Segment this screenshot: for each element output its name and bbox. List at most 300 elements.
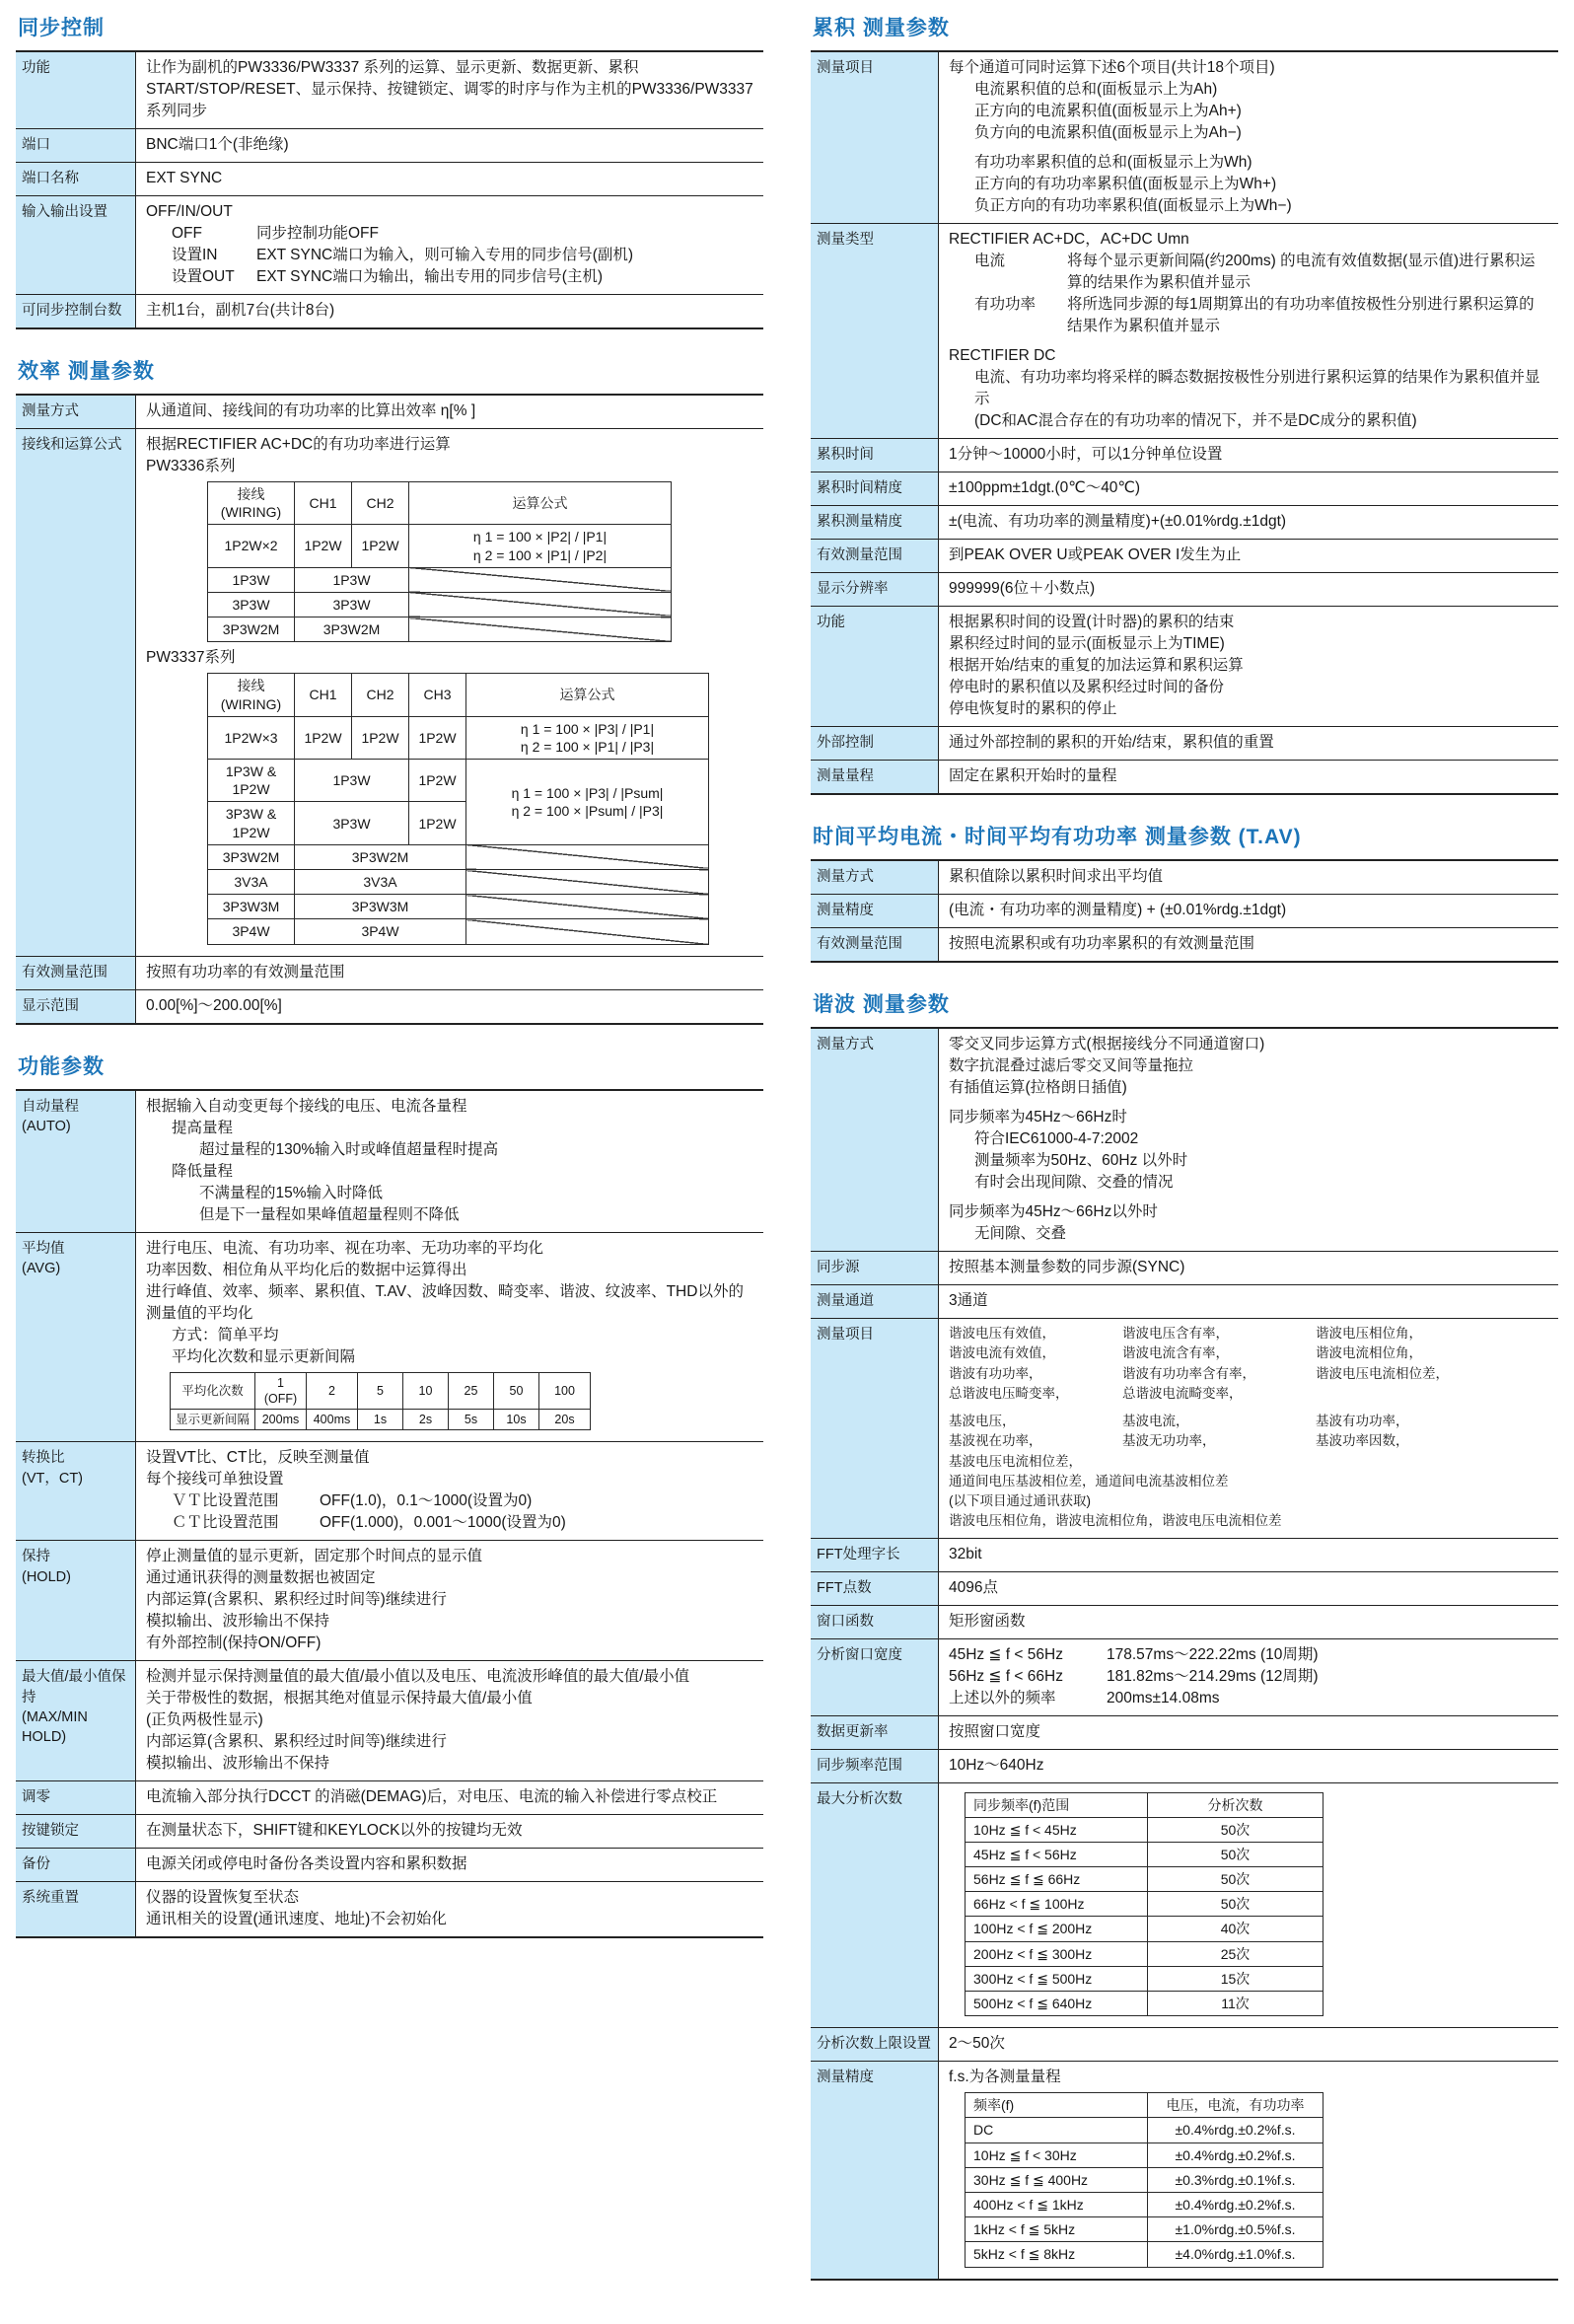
diagonal-strike-cell: [466, 844, 709, 869]
nested-table: [965, 2092, 1324, 2267]
row-value: [136, 52, 763, 128]
text-line: 仪器的设置恢复至状态: [146, 1889, 300, 1907]
table-cell-line: 1P2W×2: [224, 538, 278, 554]
text-line: 降低量程: [172, 1162, 234, 1180]
table-cell-line: 1P3W: [332, 571, 371, 588]
text-line: 模拟输出、波形输出不保持: [146, 1755, 330, 1773]
table-cell-line: 1P2W: [418, 772, 457, 789]
row-label: [811, 540, 939, 572]
nested-table-cell: [352, 482, 409, 525]
item-text: 谐波电压有效值，: [949, 1326, 1055, 1341]
desc-text: 将所选同步源的每1周期算出的有功功率值按极性分别进行累积运算的结果作为累积值并显示: [1067, 296, 1535, 334]
row-label-text: 测量量程: [817, 768, 874, 784]
row-value: [939, 895, 1558, 927]
term-text: OFF: [172, 225, 202, 242]
table-cell-line: 1P2W: [361, 538, 399, 554]
item-text: 基波有功功率，: [1316, 1414, 1409, 1428]
row-label-text: 备份: [22, 1856, 50, 1873]
spec-row: [16, 1781, 763, 1815]
table-cell-line: η 2 = 100 × |P1| / |P2|: [472, 546, 608, 563]
row-label-text: 转换比: [22, 1450, 65, 1467]
spec-section: [811, 988, 1558, 2281]
spec-row: [16, 295, 763, 327]
item-text: 谐波电流有效值，: [949, 1345, 1055, 1361]
table-cell-line: 5kHz < f ≦ 8kHz: [973, 2246, 1076, 2263]
diagonal-strike-cell: [466, 895, 709, 919]
diagonal-strike-cell: [409, 617, 672, 642]
spec-table: [811, 1027, 1558, 2281]
table-cell-line: 400ms: [313, 1413, 351, 1427]
nested-table-row: [208, 895, 709, 919]
nested-table-cell: [1148, 1842, 1324, 1866]
table-cell-line: η 1 = 100 × |P3| / |Psum|: [511, 784, 664, 801]
table-cell-line: 1P3W: [232, 571, 270, 588]
text-line: 让作为副机的PW3336/PW3337 系列的运算、显示更新、数据更新、累积START/STOP/RESET、显示保持、按键锁定、调零的时序与作为主机的PW3336/PW3337系列同步: [146, 59, 753, 119]
text-line: PW3336系列: [146, 458, 236, 474]
nested-table-cell: [295, 716, 352, 759]
row-label: [811, 761, 939, 793]
row-label-text: 可同步控制台数: [22, 303, 122, 319]
text-line: 检测并显示保持测量值的最大值/最小值以及电压、电流波形峰值的最大值/最小值: [146, 1668, 690, 1686]
text-line: 正方向的电流累积值(面板显示上为Ah+): [974, 103, 1242, 119]
table-cell-line: 100Hz < f ≦ 200Hz: [973, 1921, 1093, 1937]
spec-table: [16, 50, 763, 329]
text-line: 矩形窗函数: [949, 1612, 1026, 1630]
table-cell-line: 1P2W: [418, 729, 457, 746]
table-cell-line: 500Hz < f ≦ 640Hz: [973, 1996, 1093, 2011]
table-cell-line: 同步频率(f)范围: [973, 1796, 1070, 1813]
section-title: 时间平均电流・时间平均有功功率 测量参数 (T.AV): [813, 826, 1302, 848]
table-cell-line: (OFF): [263, 1391, 298, 1406]
row-label-text: 累积测量精度: [817, 514, 902, 530]
row-label-text: 有效测量范围: [817, 547, 902, 563]
row-label: [811, 439, 939, 472]
table-cell-line: DC: [973, 2122, 994, 2139]
table-cell-line: η 2 = 100 × |P1| / |P3|: [520, 738, 655, 755]
spec-row: [16, 1233, 763, 1443]
text-line: 进行峰值、效率、频率、累积值、T.AV、波峰因数、畸变率、谐波、纹波率、THD以外的测量值的平均化: [146, 1282, 744, 1322]
text-line: 但是下一量程如果峰值超量程则不降低: [199, 1205, 460, 1223]
table-cell-line: CH2: [366, 495, 394, 512]
term-text: 有功功率: [974, 296, 1037, 313]
row-label: [811, 1716, 939, 1749]
spec-row: [811, 439, 1558, 472]
spec-row: [811, 928, 1558, 961]
table-cell-line: 1s: [373, 1413, 388, 1427]
spec-row: [811, 472, 1558, 506]
nested-table-cell: [449, 1372, 494, 1410]
table-cell-line: 3P3W3M: [222, 899, 280, 915]
table-cell-line: 200ms: [261, 1413, 300, 1427]
row-label: [16, 1233, 136, 1442]
text-line: 谐波电压相位角，谐波电流相位角，谐波电压电流相位差: [949, 1513, 1282, 1529]
table-cell-line: 5s: [464, 1413, 478, 1427]
nested-table-cell: [255, 1410, 307, 1430]
table-cell-line: 3P3W2M: [222, 621, 280, 638]
section-title: 谐波 测量参数: [813, 993, 950, 1016]
row-label-text: FFT点数: [817, 1579, 872, 1596]
table-cell-line: CH1: [309, 687, 337, 703]
row-label-text: 测量方式: [817, 869, 874, 885]
nested-table-cell: [295, 617, 409, 642]
term-desc-line: [949, 251, 1548, 294]
table-cell-line: 100: [554, 1383, 575, 1398]
nested-table-cell: [1148, 1941, 1324, 1966]
nested-table-cell: [539, 1410, 591, 1430]
item-text: 谐波电压含有率，: [1122, 1326, 1229, 1341]
item-text: 基波电流，: [1122, 1414, 1189, 1428]
item-text: 基波电压，: [949, 1414, 1016, 1428]
spec-row: [16, 129, 763, 163]
row-value: [939, 2062, 1558, 2278]
text-line: 按照电流累积或有功功率累积的有效测量范围: [949, 935, 1255, 952]
table-cell-line: 66Hz < f ≦ 100Hz: [973, 1896, 1085, 1913]
section-title: 功能参数: [18, 1054, 105, 1078]
nested-table-cell: [295, 844, 466, 869]
table-cell-line: 1P2W: [232, 781, 270, 798]
spec-row: [811, 1606, 1558, 1639]
table-cell-line: CH1: [309, 495, 337, 512]
table-cell-line: (WIRING): [220, 504, 282, 521]
text-line: 同步频率为45Hz～66Hz以外时: [949, 1203, 1158, 1220]
desc-text: 将每个显示更新间隔(约200ms) 的电流有效值数据(显示值)进行累积运算的结果作为累积值并显示: [1067, 253, 1536, 291]
term-text: ＣＴ比设置范围: [172, 1514, 279, 1532]
row-label: [811, 52, 939, 223]
spec-row: [811, 1252, 1558, 1285]
table-cell-line: 15次: [1220, 1970, 1251, 1987]
nested-table-cell: [295, 674, 352, 716]
nested-table-cell: [966, 2217, 1148, 2242]
table-cell-line: 30Hz ≦ f ≦ 400Hz: [973, 2171, 1089, 2188]
nested-table-row: [966, 1842, 1324, 1866]
term-text: 56Hz ≦ f < 66Hz: [949, 1667, 1063, 1685]
nested-table: [170, 1372, 591, 1431]
row-label: [811, 2028, 939, 2061]
table-cell-line: 25次: [1220, 1945, 1251, 1962]
spec-row: [16, 52, 763, 129]
nested-table-cell: [208, 617, 295, 642]
nested-table-cell: [208, 895, 295, 919]
table-cell-line: 10s: [506, 1413, 527, 1427]
right-column: [811, 8, 1558, 2281]
nested-table-cell: [1148, 2217, 1324, 2242]
table-cell-line: 3V3A: [234, 874, 268, 890]
desc-text: EXT SYNC端口为输入，则可输入专用的同步信号(副机): [256, 247, 634, 263]
table-cell-line: 5: [377, 1383, 384, 1398]
row-label: [16, 129, 136, 162]
table-cell-line: 10Hz ≦ f < 30Hz: [973, 2146, 1077, 2163]
text-line: 负正方向的有功功率累积值(面板显示上为Wh−): [974, 197, 1292, 214]
table-cell-line: 3V3A: [363, 874, 397, 890]
row-value: [939, 727, 1558, 760]
text-line: BNC端口1个(非绝缘): [146, 136, 289, 153]
spec-row: [811, 895, 1558, 928]
table-cell-line: 50次: [1220, 1821, 1251, 1838]
row-label: [16, 1541, 136, 1660]
row-label: [811, 1029, 939, 1251]
nested-table-row: [208, 525, 672, 567]
table-cell-line: 接线: [237, 678, 265, 694]
term-desc-line: [949, 1666, 1548, 1688]
diagonal-strike-cell: [409, 592, 672, 617]
nested-table-cell: [358, 1372, 403, 1410]
table-cell-line: 运算公式: [512, 495, 568, 512]
text-line: 通过外部控制的累积的开始/结束，累积值的重置: [949, 734, 1274, 751]
row-value: [939, 1029, 1558, 1251]
desc-text: OFF(1.0)，0.1～1000(设置为0): [320, 1492, 533, 1510]
row-value: [136, 295, 763, 327]
table-cell-line: 10: [418, 1383, 433, 1398]
table-cell-line: 1P2W: [418, 815, 457, 832]
row-value: [939, 540, 1558, 572]
row-value: [939, 472, 1558, 505]
text-line: 内部运算(含累积、累积经过时间等)继续进行: [146, 1733, 447, 1751]
text-line: 功率因数、相位角从平均化后的数据中运算得出: [146, 1261, 467, 1278]
row-label-text: 窗口函数: [817, 1613, 874, 1630]
nested-table-row: [966, 2118, 1324, 2142]
table-cell-line: 2: [328, 1383, 335, 1398]
text-line: 每个通道可同时运算下述6个项目(共计18个项目): [949, 59, 1275, 76]
row-value: [136, 990, 763, 1023]
item-text: 总谐波电流畸变率，: [1122, 1385, 1243, 1401]
nested-table-cell: [1148, 2242, 1324, 2267]
row-value: [136, 429, 763, 956]
table-cell-line: 20s: [554, 1413, 575, 1427]
row-label-text: 同步源: [817, 1260, 860, 1275]
row-label-text: 测量类型: [817, 232, 874, 248]
nested-table-cell: [208, 802, 295, 844]
text-line: (DC和AC混合存在的有功功率的情况下，并不是DC成分的累积值): [974, 412, 1417, 429]
row-label-text: 调零: [22, 1789, 50, 1806]
term-desc-line: [949, 294, 1548, 337]
nested-table-row: [966, 2167, 1324, 2192]
row-value: [939, 2028, 1558, 2061]
item-text: 基波无功功率，: [1122, 1433, 1216, 1449]
row-label: [16, 163, 136, 195]
table-cell-line: (WIRING): [220, 695, 282, 712]
nested-table-cell: [208, 567, 295, 592]
item-columns-line: [949, 1344, 1548, 1363]
table-cell-line: η 1 = 100 × |P3| / |P1|: [520, 720, 655, 737]
nested-table-cell: [208, 592, 295, 617]
text-line: 按照窗口宽度: [949, 1722, 1041, 1740]
text-line: 固定在累积开始时的量程: [949, 767, 1117, 784]
row-label: [811, 727, 939, 760]
row-value: [939, 1639, 1558, 1715]
spec-row: [16, 1541, 763, 1661]
nested-table-cell: [208, 870, 295, 895]
nested-table-row: [208, 674, 709, 716]
section-title: 累积 测量参数: [813, 17, 950, 39]
table-cell-line: CH2: [366, 687, 394, 703]
nested-table-row: [966, 1917, 1324, 1941]
row-label-text: 输入输出设置: [22, 204, 107, 220]
desc-text: EXT SYNC端口为输出，输出专用的同步信号(主机): [256, 268, 604, 285]
row-label: [16, 52, 136, 128]
text-line: 根据开始/结束的重复的加法运算和累积运算: [949, 657, 1244, 674]
term-desc-line: [146, 1512, 753, 1534]
row-label-text: 同步频率范围: [817, 1757, 902, 1774]
text-line: (电流・有功功率的测量精度) + (±0.01%rdg.±1dgt): [949, 902, 1287, 918]
nested-table-cell: [966, 2192, 1148, 2216]
row-label: [811, 1539, 939, 1571]
row-label: [16, 1815, 136, 1848]
nested-table-row: [966, 1817, 1324, 1842]
text-line: 999999(6位＋小数点): [949, 580, 1096, 597]
row-label-subtext: (AUTO): [22, 1118, 71, 1134]
spacer: [949, 144, 1548, 152]
row-label: [16, 1661, 136, 1780]
nested-table-cell: [307, 1372, 358, 1410]
spec-section: [16, 1051, 763, 1939]
row-value: [136, 957, 763, 989]
nested-table-row: [208, 844, 709, 869]
table-cell-line: 接线: [237, 486, 265, 502]
term-text: 设置OUT: [172, 268, 235, 285]
row-label: [16, 1781, 136, 1814]
row-label-subtext: (VT，CT): [22, 1470, 84, 1487]
text-line: 测量频率为50Hz、60Hz 以外时: [974, 1152, 1188, 1169]
table-cell-line: 1P2W: [304, 538, 342, 554]
row-label-text: 有效测量范围: [817, 936, 902, 952]
nested-table-cell: [208, 674, 295, 716]
nested-table-cell: [966, 1941, 1148, 1966]
nested-table-cell: [1148, 2093, 1324, 2118]
nested-table: [207, 481, 672, 642]
spec-row: [811, 224, 1558, 439]
left-column: [16, 8, 763, 1938]
text-line: ±100ppm±1dgt.(0℃～40℃): [949, 479, 1140, 496]
row-value: [939, 861, 1558, 894]
item-text: 基波视在功率，: [949, 1433, 1042, 1449]
table-cell-line: 200Hz < f ≦ 300Hz: [973, 1945, 1093, 1962]
table-cell-line: ±0.4%rdg.±0.2%f.s.: [1175, 2196, 1296, 2213]
spec-row: [811, 1319, 1558, 1539]
row-label-text: 端口: [22, 137, 50, 153]
spec-row: [16, 1882, 763, 1936]
spec-row: [811, 573, 1558, 607]
table-cell-line: 400Hz < f ≦ 1kHz: [973, 2196, 1084, 2213]
nested-table-row: [966, 2242, 1324, 2267]
text-line: 停止测量值的显示更新，固定那个时间点的显示值: [146, 1548, 483, 1565]
text-line: 零交叉同步运算方式(根据接线分不同通道窗口): [949, 1036, 1265, 1053]
row-value: [939, 928, 1558, 961]
nested-table-cell: [409, 802, 466, 844]
nested-table-cell: [1148, 2167, 1324, 2192]
item-columns-line: [949, 1324, 1548, 1344]
table-cell-line: 3P3W: [232, 596, 270, 613]
item-columns-line: [949, 1364, 1548, 1384]
nested-table-cell: [295, 760, 409, 802]
row-label-text: 最大值/最小值保持: [22, 1669, 126, 1706]
nested-table-cell: [966, 2167, 1148, 2192]
nested-table-cell: [1148, 1867, 1324, 1892]
row-value: [136, 1815, 763, 1848]
text-line: 提高量程: [172, 1119, 234, 1136]
nested-table-cell: [1148, 1966, 1324, 1991]
table-cell-line: 3P3W: [332, 815, 371, 832]
text-line: OFF/IN/OUT: [146, 203, 233, 220]
nested-table-cell: [966, 1842, 1148, 1866]
spec-row: [811, 1285, 1558, 1319]
nested-table-cell: [208, 760, 295, 802]
nested-table-cell: [295, 870, 466, 895]
text-line: 每个接线可单独设置: [146, 1471, 284, 1489]
row-label: [811, 573, 939, 606]
spec-row: [811, 1750, 1558, 1783]
nested-table-cell: [208, 716, 295, 759]
table-cell-line: 1P2W: [304, 729, 342, 746]
table-cell-line: 3P4W: [361, 923, 399, 940]
spec-section: [16, 12, 763, 329]
row-label: [811, 1285, 939, 1318]
text-line: 超过量程的130%输入时或峰值超量程时提高: [199, 1140, 499, 1158]
table-cell-line: 50次: [1220, 1871, 1251, 1888]
text-line: 从通道间、接线间的有功功率的比算出效率 η[% ]: [146, 402, 476, 419]
row-label-text: 最大分析次数: [817, 1790, 902, 1807]
nested-table-row: [966, 1966, 1324, 1991]
text-line: 内部运算(含累积、累积经过时间等)继续进行: [146, 1591, 447, 1609]
table-cell-line: 1kHz < f ≦ 5kHz: [973, 2221, 1076, 2238]
nested-table-cell: [966, 1892, 1148, 1917]
row-value: [939, 573, 1558, 606]
nested-table-cell: [449, 1410, 494, 1430]
spec-row: [16, 990, 763, 1023]
table-cell-line: 3P3W2M: [222, 848, 280, 865]
row-label-subtext: (MAX/MIN HOLD): [22, 1708, 88, 1746]
table-cell-line: η 1 = 100 × |P2| / |P1|: [472, 529, 608, 545]
nested-table-row: [208, 716, 709, 759]
table-cell-line: 2s: [418, 1413, 433, 1427]
nested-table-cell: [171, 1372, 255, 1410]
term-text: 电流: [974, 253, 1006, 269]
spec-row: [811, 761, 1558, 793]
table-cell-line: 频率(f): [973, 2097, 1015, 2114]
text-line: 通过通讯获得的测量数据也被固定: [146, 1569, 376, 1587]
table-cell-line: 50: [509, 1383, 524, 1398]
nested-table-cell: [1148, 2142, 1324, 2167]
row-label-text: FFT处理字长: [817, 1546, 900, 1562]
nested-table-row: [208, 592, 672, 617]
row-label-text: 测量精度: [817, 903, 874, 918]
nested-table-cell: [966, 1992, 1148, 2016]
text-line: 负方向的电流累积值(面板显示上为Ah−): [974, 124, 1242, 141]
diagonal-strike-cell: [466, 870, 709, 895]
text-line: 累积值除以累积时间求出平均值: [949, 868, 1164, 885]
text-line: 有外部控制(保持ON/OFF): [146, 1634, 322, 1652]
nested-table-cell: [1148, 1917, 1324, 1941]
row-label: [811, 506, 939, 539]
term-desc-line: [949, 1644, 1548, 1666]
row-label-text: 测量通道: [817, 1293, 874, 1309]
term-desc-line: [146, 245, 753, 266]
desc-text: OFF(1.000)，0.001～1000(设置为0): [320, 1514, 566, 1532]
row-value: [939, 1750, 1558, 1782]
item-text: 谐波电压相位角，: [1316, 1326, 1422, 1341]
table-cell-line: 分析次数: [1207, 1796, 1263, 1813]
nested-table-cell: [466, 674, 709, 716]
text-line: 符合IEC61000-4-7:2002: [974, 1130, 1139, 1147]
nested-table-cell: [255, 1372, 307, 1410]
spec-row: [811, 540, 1558, 573]
nested-table-cell: [539, 1372, 591, 1410]
nested-table-cell: [966, 2118, 1148, 2142]
item-text: [1316, 1384, 1548, 1404]
row-label-subtext: (AVG): [22, 1260, 61, 1276]
nested-table-row: [208, 870, 709, 895]
text-line: 电流累积值的总和(面板显示上为Ah): [974, 81, 1218, 98]
nested-table-cell: [358, 1410, 403, 1430]
